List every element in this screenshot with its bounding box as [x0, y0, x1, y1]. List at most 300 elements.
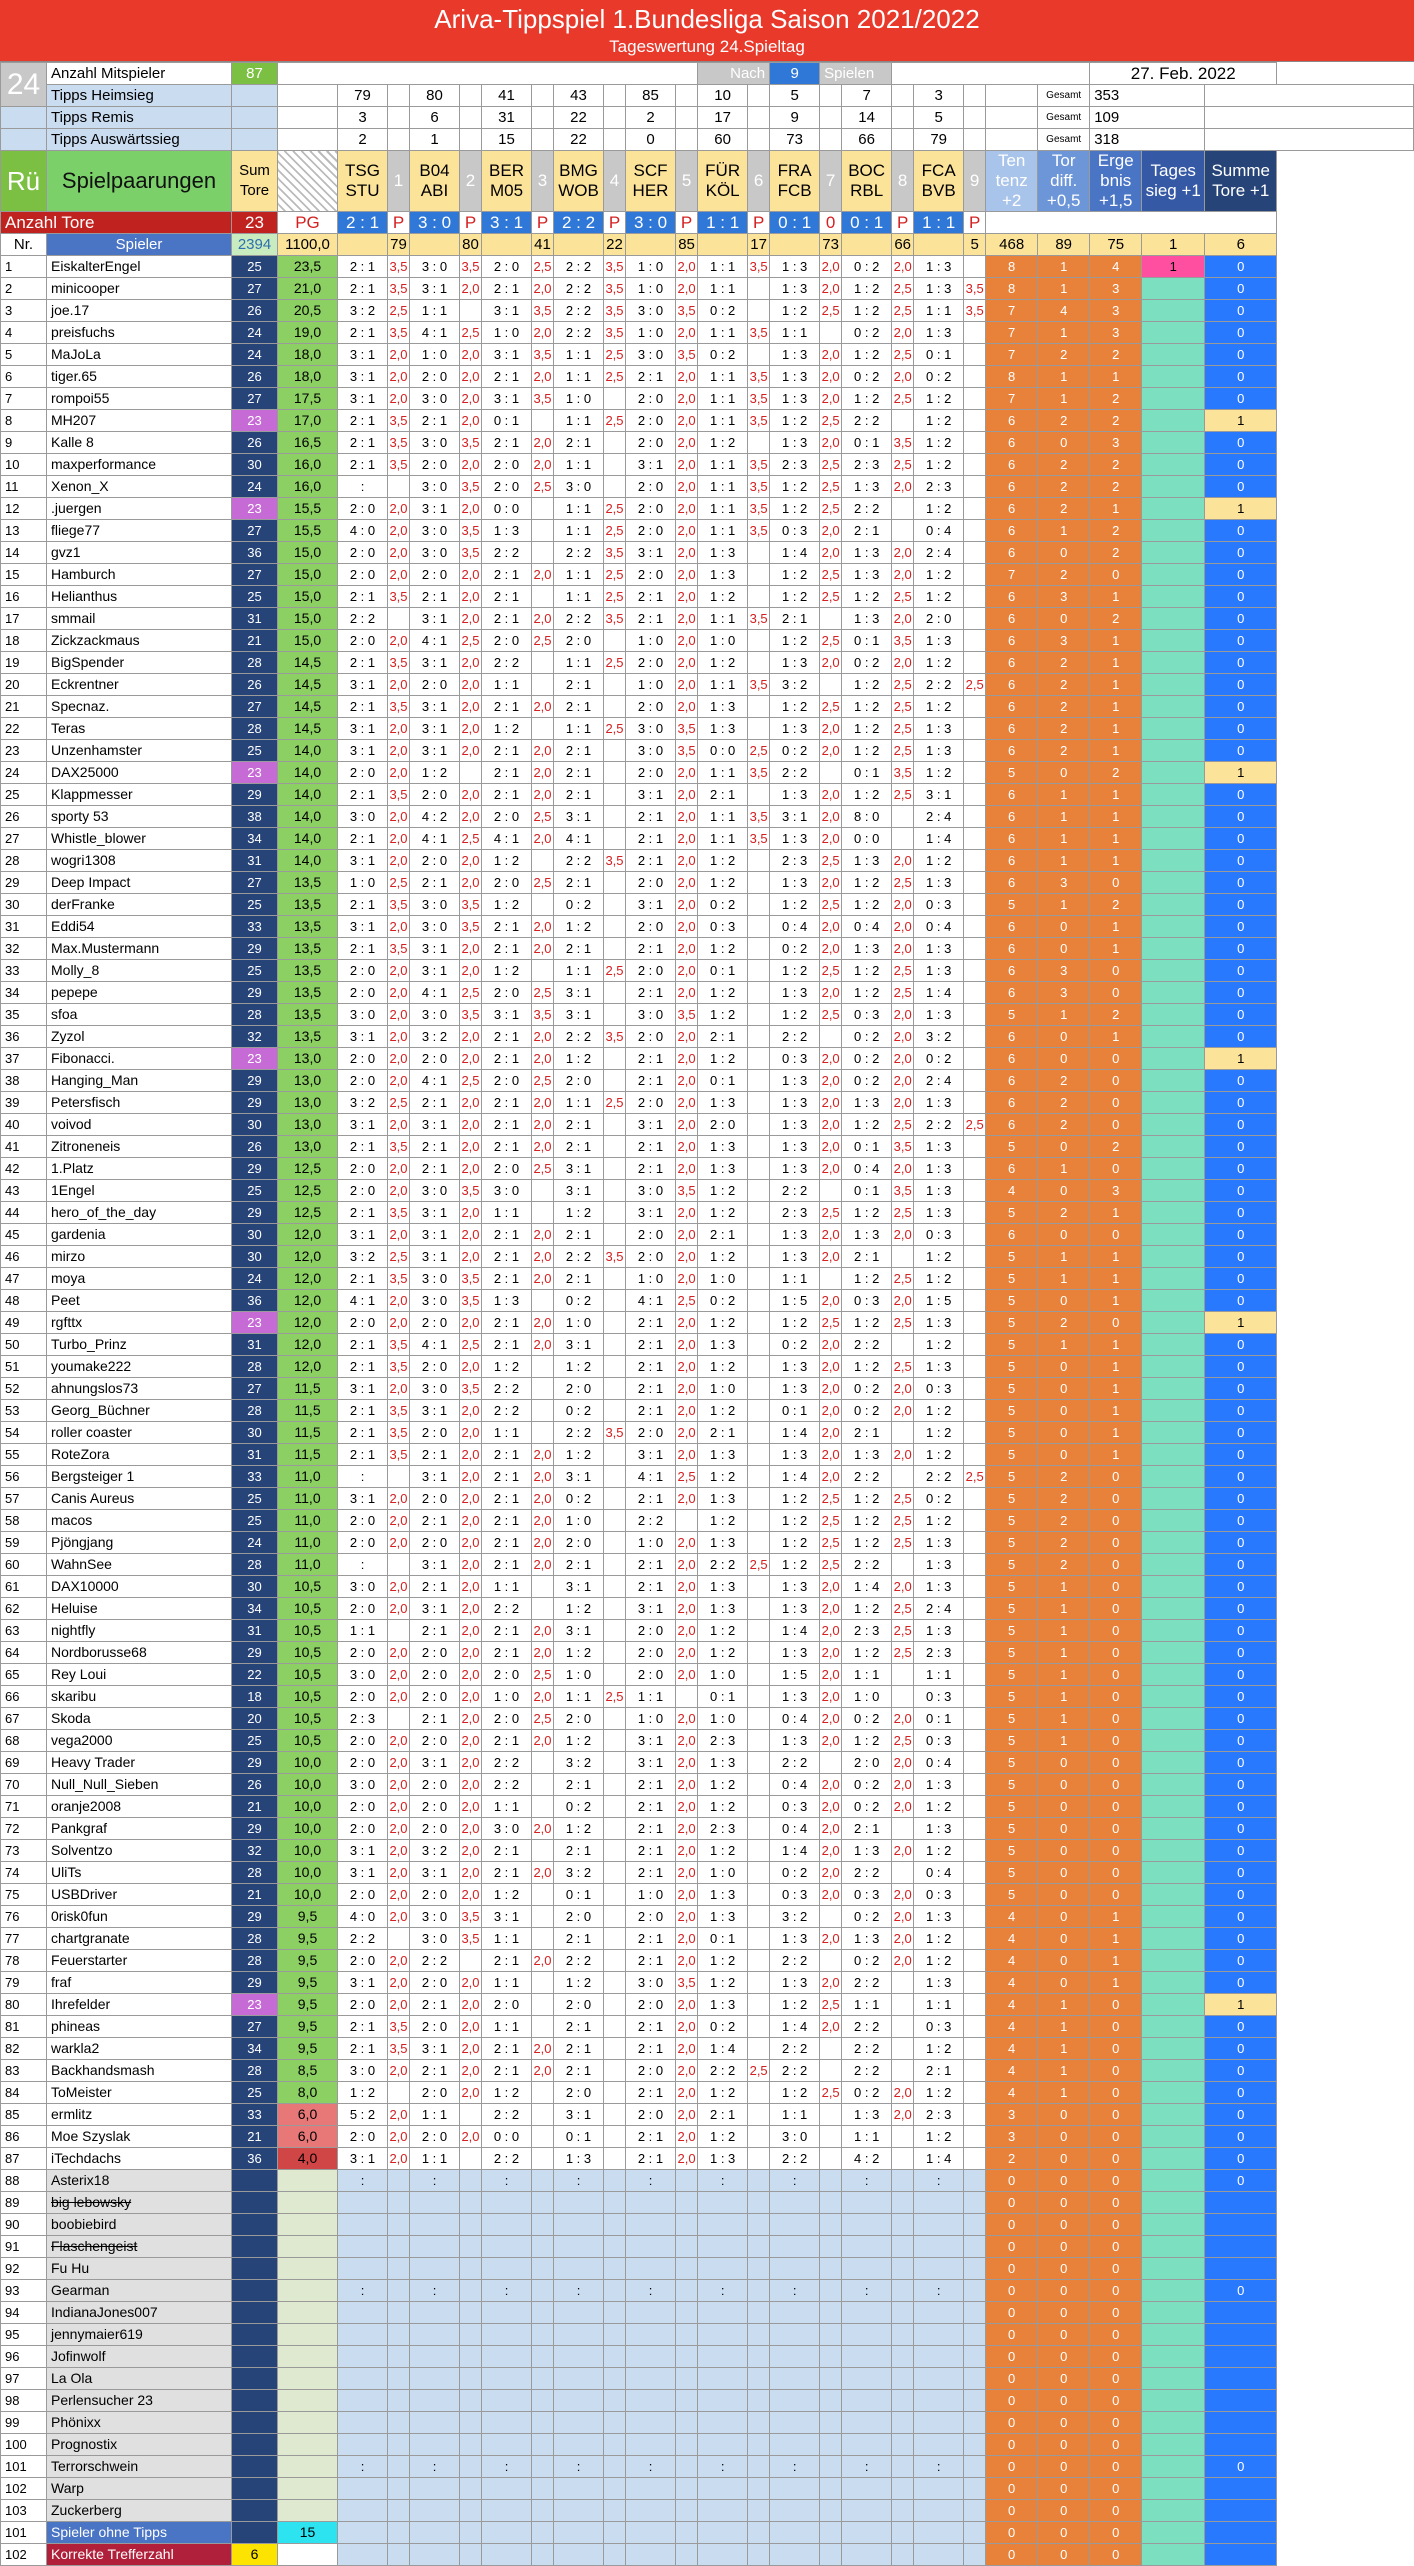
- player-score: [1142, 916, 1205, 938]
- player-nr: 23: [1, 740, 47, 762]
- spacer: [676, 85, 698, 107]
- heim-count: 79: [338, 85, 388, 107]
- player-tip: 1 : 2: [554, 1202, 604, 1224]
- player-tip: :: [626, 2280, 676, 2302]
- player-sum-tore: [232, 2390, 278, 2412]
- player-name: gardenia: [47, 1224, 232, 1246]
- spacer: [532, 107, 554, 129]
- player-tip: :: [554, 2280, 604, 2302]
- player-match-points: [676, 2412, 698, 2434]
- footer-score: 0: [986, 2522, 1038, 2544]
- player-match-points: [964, 1224, 986, 1246]
- player-nr: 72: [1, 1818, 47, 1840]
- player-tip: [914, 2302, 964, 2324]
- player-sum-tore: 29: [232, 1818, 278, 1840]
- player-points: 13,0: [278, 1048, 338, 1070]
- player-sum-tore: 27: [232, 1378, 278, 1400]
- player-nr: 52: [1, 1378, 47, 1400]
- player-match-points: [748, 1620, 770, 1642]
- player-sum-tore: 28: [232, 718, 278, 740]
- player-match-points: 2,5: [892, 388, 914, 410]
- player-tip: 1 : 2: [914, 696, 964, 718]
- player-name: skaribu: [47, 1686, 232, 1708]
- player-tip: 1 : 4: [914, 828, 964, 850]
- player-score: 0: [1090, 1730, 1142, 1752]
- player-tip: 0 : 1: [842, 1136, 892, 1158]
- result-mark: P: [460, 212, 482, 234]
- player-tip: [482, 2368, 532, 2390]
- player-tip: 0 : 2: [698, 1290, 748, 1312]
- player-points: 10,5: [278, 1686, 338, 1708]
- player-match-points: 3,5: [748, 806, 770, 828]
- footer-score: 0: [986, 2544, 1038, 2566]
- player-match-points: 2,5: [532, 1070, 554, 1092]
- player-tip: 3 : 2: [554, 1752, 604, 1774]
- player-points: 14,0: [278, 762, 338, 784]
- player-score: 6: [986, 498, 1038, 520]
- player-tip: [842, 2412, 892, 2434]
- player-match-points: 3,5: [892, 432, 914, 454]
- player-match-points: 2,5: [532, 256, 554, 278]
- player-match-points: 3,5: [604, 256, 626, 278]
- player-score: 4: [1090, 256, 1142, 278]
- aus-count: 0: [626, 129, 676, 151]
- player-tip: 1 : 0: [842, 1686, 892, 1708]
- player-match-points: [388, 608, 410, 630]
- player-points: [278, 2412, 338, 2434]
- player-match-points: 2,0: [820, 1620, 842, 1642]
- player-match-points: 3,5: [532, 388, 554, 410]
- player-tip: 3 : 2: [338, 1092, 388, 1114]
- player-score: 0: [1090, 1884, 1142, 1906]
- player-tip: 1 : 1: [770, 2104, 820, 2126]
- player-match-points: [892, 2346, 914, 2368]
- spacer: [388, 129, 410, 151]
- player-match-points: [748, 1818, 770, 1840]
- player-sum-tore: 30: [232, 1576, 278, 1598]
- player-match-points: [820, 2104, 842, 2126]
- player-name: rompoi55: [47, 388, 232, 410]
- player-tip: 3 : 0: [410, 1268, 460, 1290]
- player-nr: 81: [1, 2016, 47, 2038]
- player-tip: :: [770, 2170, 820, 2192]
- player-nr: 51: [1, 1356, 47, 1378]
- player-name: Eckrentner: [47, 674, 232, 696]
- player-tip: 3 : 1: [338, 718, 388, 740]
- player-score: 5: [986, 1862, 1038, 1884]
- player-score: 7: [986, 322, 1038, 344]
- player-row: [1, 300, 1414, 322]
- result-mark: P: [604, 212, 626, 234]
- player-match-points: 2,5: [820, 850, 842, 872]
- player-score: 0: [1090, 1796, 1142, 1818]
- player-match-points: 2,0: [676, 1268, 698, 1290]
- player-tip: 1 : 3: [698, 1532, 748, 1554]
- player-score: [1142, 1400, 1205, 1422]
- player-match-points: 3,5: [388, 2038, 410, 2060]
- player-match-points: [820, 2390, 842, 2412]
- player-match-points: 2,0: [388, 1378, 410, 1400]
- player-match-points: [964, 1708, 986, 1730]
- player-tip: 1 : 2: [842, 960, 892, 982]
- player-tip: :: [338, 1554, 388, 1576]
- match-number: 7: [820, 151, 842, 212]
- player-score: 0: [1038, 916, 1090, 938]
- player-tip: 2 : 2: [482, 1752, 532, 1774]
- player-sum-tore: 25: [232, 960, 278, 982]
- player-tip: 1 : 2: [842, 300, 892, 322]
- player-tip: 3 : 2: [338, 1246, 388, 1268]
- player-match-points: [532, 2324, 554, 2346]
- player-tip: 1 : 0: [698, 630, 748, 652]
- player-match-points: 2,0: [820, 1136, 842, 1158]
- player-tip: 1 : 2: [914, 410, 964, 432]
- player-tip: [482, 2500, 532, 2522]
- player-tip: 1 : 1: [842, 1664, 892, 1686]
- player-match-points: 3,5: [748, 256, 770, 278]
- player-name: voivod: [47, 1114, 232, 1136]
- player-name: MH207: [47, 410, 232, 432]
- player-tip: 0 : 4: [770, 1774, 820, 1796]
- player-tip: 2 : 1: [842, 1818, 892, 1840]
- player-tip: 2 : 1: [338, 1400, 388, 1422]
- player-tip: 2 : 1: [482, 564, 532, 586]
- match-number: 5: [676, 151, 698, 212]
- player-match-points: [532, 586, 554, 608]
- player-match-points: 2,0: [460, 1642, 482, 1664]
- player-tip: 3 : 1: [482, 1004, 532, 1026]
- player-points: 15,5: [278, 498, 338, 520]
- player-tip: [554, 2324, 604, 2346]
- player-match-points: [748, 916, 770, 938]
- player-tip: 0 : 2: [698, 894, 748, 916]
- player-match-points: 2,5: [676, 1290, 698, 1312]
- player-score: [1142, 1488, 1205, 1510]
- player-row: [1, 1334, 1414, 1356]
- player-tip: 1 : 0: [698, 1378, 748, 1400]
- player-tip: [482, 2346, 532, 2368]
- player-nr: 93: [1, 2280, 47, 2302]
- info-row-mitspieler: [1, 63, 1414, 85]
- player-points: 10,5: [278, 1642, 338, 1664]
- player-match-points: [892, 410, 914, 432]
- player-tip: 3 : 1: [338, 1488, 388, 1510]
- aus-count: 22: [554, 129, 604, 151]
- player-match-points: 2,0: [676, 1532, 698, 1554]
- player-tip: 1 : 3: [770, 366, 820, 388]
- player-match-points: [604, 1906, 626, 1928]
- match-number: 2: [460, 151, 482, 212]
- player-points: 10,5: [278, 1730, 338, 1752]
- match-result: 1 : 1: [698, 212, 748, 234]
- player-tip: [482, 2390, 532, 2412]
- player-match-points: 2,0: [676, 1994, 698, 2016]
- player-score: 1: [1038, 1686, 1090, 1708]
- player-tip: 2 : 0: [482, 476, 532, 498]
- player-nr: 20: [1, 674, 47, 696]
- player-score: 0: [1090, 1048, 1142, 1070]
- player-score: 1: [1205, 1048, 1277, 1070]
- match-header: [482, 151, 532, 212]
- spacer: [1, 107, 47, 129]
- player-tip: 2 : 2: [770, 1026, 820, 1048]
- matchday-number: 24: [1, 63, 47, 107]
- player-match-points: [964, 1752, 986, 1774]
- player-score: 0: [1038, 2148, 1090, 2170]
- player-row: [1, 1576, 1414, 1598]
- player-nr: 69: [1, 1752, 47, 1774]
- player-tip: 1 : 3: [770, 982, 820, 1004]
- match-result: 2 : 1: [338, 212, 388, 234]
- player-match-points: [964, 2324, 986, 2346]
- player-tip: 2 : 2: [698, 2060, 748, 2082]
- player-match-points: [604, 1114, 626, 1136]
- player-match-points: [748, 1224, 770, 1246]
- player-tip: 2 : 2: [554, 608, 604, 630]
- player-score: 4: [986, 1906, 1038, 1928]
- player-tip: 3 : 1: [338, 1862, 388, 1884]
- ohne-value: 15: [278, 2522, 338, 2544]
- player-match-points: 2,5: [892, 960, 914, 982]
- player-points: 12,0: [278, 1290, 338, 1312]
- player-match-points: [964, 740, 986, 762]
- player-match-points: 2,0: [532, 1466, 554, 1488]
- player-tip: 2 : 1: [914, 2060, 964, 2082]
- player-tip: 1 : 2: [554, 916, 604, 938]
- player-tip: 1 : 2: [842, 982, 892, 1004]
- player-tip: 2 : 1: [338, 410, 388, 432]
- player-nr: 1: [1, 256, 47, 278]
- player-tip: 3 : 1: [626, 1598, 676, 1620]
- player-match-points: 2,0: [460, 1312, 482, 1334]
- player-tip: 2 : 2: [482, 1598, 532, 1620]
- player-score: [1142, 1620, 1205, 1642]
- player-match-points: 2,5: [532, 1708, 554, 1730]
- player-score: 0: [1090, 1158, 1142, 1180]
- inactive-row: [1, 2456, 1414, 2478]
- player-match-points: [964, 1840, 986, 1862]
- player-tip: 3 : 1: [410, 1114, 460, 1136]
- player-match-points: 2,0: [892, 1774, 914, 1796]
- player-tip: 1 : 1: [698, 520, 748, 542]
- player-match-points: 2,0: [676, 894, 698, 916]
- player-score: 0: [1090, 2236, 1142, 2258]
- player-match-points: 2,0: [388, 1796, 410, 1818]
- player-tip: 2 : 0: [338, 960, 388, 982]
- player-score: [1142, 828, 1205, 850]
- player-tip: 1 : 3: [770, 1598, 820, 1620]
- player-score: [1142, 1796, 1205, 1818]
- player-tip: 3 : 1: [554, 806, 604, 828]
- player-match-points: 2,5: [820, 410, 842, 432]
- player-tip: 4 : 1: [410, 1070, 460, 1092]
- player-match-points: 2,0: [388, 1840, 410, 1862]
- sum-tore-label: Sum Tore: [232, 151, 278, 212]
- player-tip: [842, 2478, 892, 2500]
- player-match-points: [532, 1774, 554, 1796]
- player-match-points: [748, 696, 770, 718]
- player-match-points: [748, 1466, 770, 1488]
- player-match-points: 2,5: [460, 982, 482, 1004]
- player-tip: 2 : 0: [626, 1422, 676, 1444]
- player-tip: 1 : 2: [698, 2082, 748, 2104]
- player-tip: 1 : 3: [770, 1730, 820, 1752]
- player-tip: 2 : 0: [626, 2104, 676, 2126]
- player-score: 0: [1205, 2126, 1277, 2148]
- player-match-points: [460, 2148, 482, 2170]
- player-score: 0: [1038, 432, 1090, 454]
- player-score: [1142, 784, 1205, 806]
- player-match-points: [532, 960, 554, 982]
- player-nr: 50: [1, 1334, 47, 1356]
- player-match-points: [892, 2456, 914, 2478]
- player-tip: 2 : 0: [626, 498, 676, 520]
- player-nr: 98: [1, 2390, 47, 2412]
- player-tip: 2 : 1: [482, 278, 532, 300]
- player-tip: [842, 2258, 892, 2280]
- player-match-points: 2,0: [892, 1928, 914, 1950]
- player-tip: 2 : 2: [842, 2038, 892, 2060]
- away-team: STU: [345, 181, 380, 200]
- player-tip: 1 : 2: [914, 1422, 964, 1444]
- player-score: 1: [1038, 278, 1090, 300]
- player-match-points: 2,0: [460, 1972, 482, 1994]
- player-nr: 70: [1, 1774, 47, 1796]
- player-sum-tore: 36: [232, 542, 278, 564]
- player-tip: 2 : 1: [338, 1356, 388, 1378]
- player-match-points: [748, 1114, 770, 1136]
- player-sum-tore: 34: [232, 828, 278, 850]
- player-score: [1142, 476, 1205, 498]
- player-match-points: 2,0: [460, 1620, 482, 1642]
- player-score: 5: [986, 1510, 1038, 1532]
- player-tip: 1 : 2: [482, 894, 532, 916]
- player-tip: 2 : 1: [482, 1048, 532, 1070]
- player-match-points: [748, 1136, 770, 1158]
- player-match-points: [748, 1180, 770, 1202]
- player-tip: 0 : 2: [842, 256, 892, 278]
- player-score: 0: [1090, 1466, 1142, 1488]
- player-points: 14,0: [278, 828, 338, 850]
- player-tip: 1 : 2: [698, 1796, 748, 1818]
- player-match-points: 2,0: [460, 1158, 482, 1180]
- player-tip: [914, 2390, 964, 2412]
- player-sum-tore: 24: [232, 1532, 278, 1554]
- player-sum-tore: 29: [232, 982, 278, 1004]
- player-tip: 2 : 3: [842, 1620, 892, 1642]
- player-score: 0: [1205, 1840, 1277, 1862]
- player-score: 2: [1038, 564, 1090, 586]
- match-result: 1 : 1: [914, 212, 964, 234]
- player-row: [1, 608, 1414, 630]
- player-tip: 2 : 1: [338, 828, 388, 850]
- player-match-points: 3,5: [460, 1378, 482, 1400]
- spacer: [626, 2544, 676, 2566]
- player-tip: 1 : 3: [554, 2148, 604, 2170]
- heim-count: 80: [410, 85, 460, 107]
- player-tip: 3 : 0: [410, 256, 460, 278]
- player-tip: 2 : 1: [626, 982, 676, 1004]
- player-match-points: 2,0: [388, 1884, 410, 1906]
- player-match-points: [964, 1510, 986, 1532]
- player-sum-tore: 27: [232, 696, 278, 718]
- player-match-points: 3,5: [388, 696, 410, 718]
- spacer: [278, 129, 338, 151]
- player-match-points: [964, 2060, 986, 2082]
- player-tip: 1 : 3: [770, 344, 820, 366]
- player-match-points: [748, 850, 770, 872]
- player-name: Unzenhamster: [47, 740, 232, 762]
- player-tip: 0 : 2: [842, 1400, 892, 1422]
- player-match-points: [388, 1554, 410, 1576]
- player-tip: 3 : 1: [338, 366, 388, 388]
- player-match-points: 2,0: [532, 1620, 554, 1642]
- player-score: 0: [1038, 1136, 1090, 1158]
- player-name: smmail: [47, 608, 232, 630]
- player-score: 0: [1205, 2148, 1277, 2170]
- player-match-points: [748, 1532, 770, 1554]
- player-name: phineas: [47, 2016, 232, 2038]
- player-tip: 1 : 3: [842, 1224, 892, 1246]
- player-tip: 2 : 0: [914, 608, 964, 630]
- player-tip: 2 : 0: [338, 1642, 388, 1664]
- player-match-points: 3,5: [460, 1290, 482, 1312]
- player-name: Deep Impact: [47, 872, 232, 894]
- player-match-points: [964, 1378, 986, 1400]
- player-row: [1, 432, 1414, 454]
- player-score: 3: [1038, 630, 1090, 652]
- player-score: 2: [1038, 1532, 1090, 1554]
- player-match-points: 2,5: [820, 1312, 842, 1334]
- player-tip: 2 : 0: [626, 410, 676, 432]
- player-score: 0: [1090, 1708, 1142, 1730]
- player-score: 0: [1038, 1422, 1090, 1444]
- player-score: 0: [1038, 1048, 1090, 1070]
- player-score: [1142, 1180, 1205, 1202]
- player-score: 0: [986, 2236, 1038, 2258]
- player-tip: 1 : 3: [914, 256, 964, 278]
- player-tip: 2 : 1: [554, 1840, 604, 1862]
- player-name: BigSpender: [47, 652, 232, 674]
- player-nr: 75: [1, 1884, 47, 1906]
- player-match-points: 2,0: [676, 1576, 698, 1598]
- player-tip: 2 : 0: [338, 542, 388, 564]
- player-match-points: [604, 1378, 626, 1400]
- player-score: 2: [1038, 740, 1090, 762]
- match-points-total: 73: [820, 234, 842, 256]
- player-tip: 1 : 3: [770, 1356, 820, 1378]
- player-score: 5: [986, 1686, 1038, 1708]
- player-nr: 8: [1, 410, 47, 432]
- player-match-points: [604, 1796, 626, 1818]
- match-number: 3: [532, 151, 554, 212]
- player-tip: 1 : 1: [698, 454, 748, 476]
- player-tip: 2 : 2: [914, 1466, 964, 1488]
- player-score: 0: [1205, 278, 1277, 300]
- player-match-points: 3,5: [388, 256, 410, 278]
- player-tip: 3 : 1: [338, 1114, 388, 1136]
- player-tip: 2 : 1: [410, 2060, 460, 2082]
- player-score: [1142, 1730, 1205, 1752]
- player-tip: [338, 2302, 388, 2324]
- player-tip: 1 : 3: [770, 256, 820, 278]
- player-nr: 65: [1, 1664, 47, 1686]
- player-match-points: 2,0: [820, 916, 842, 938]
- player-tip: 1 : 3: [914, 960, 964, 982]
- player-tip: :: [410, 2170, 460, 2192]
- player-match-points: 2,0: [388, 520, 410, 542]
- player-tip: 4 : 2: [410, 806, 460, 828]
